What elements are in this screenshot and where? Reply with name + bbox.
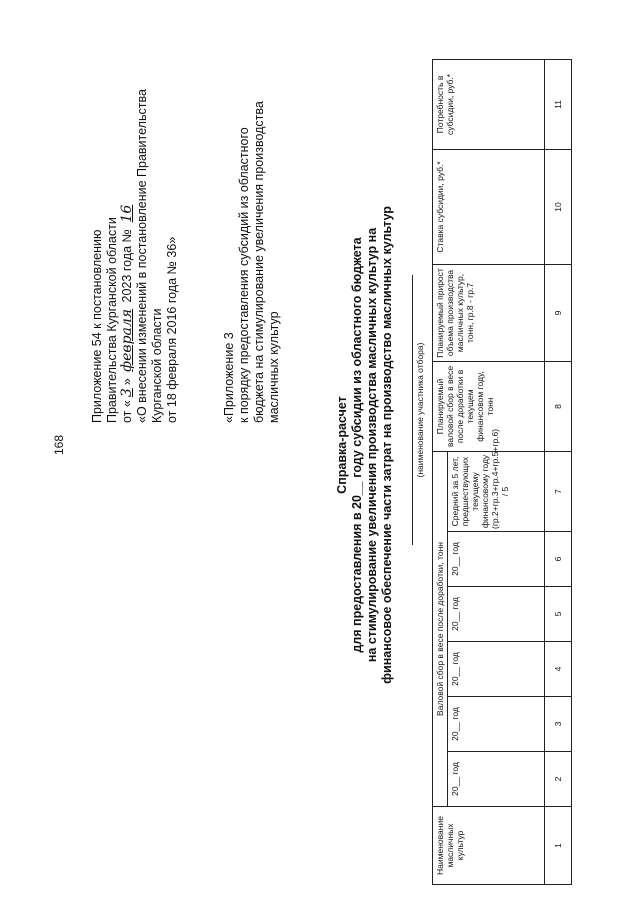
column-number: 2 [545,752,572,807]
approval-date-line [120,43,135,423]
header-year-3: 20__ год [448,642,545,697]
approval-line-4: «О внесении изменений в постановление Правительства [135,89,149,423]
header-year-4: 20__ год [448,587,545,642]
approval-line-1: Приложение 54 к постановлению [90,229,104,423]
handwritten-day: 3 [119,388,135,398]
appendix-line-3: бюджета на стимулирование увеличения производства [252,101,266,423]
appendix-line-4: масличных культур [267,311,281,423]
calculation-table [432,59,572,885]
appendix-line-2: к порядку предоставления субсидий из областного [237,127,251,423]
column-number: 10 [545,149,572,264]
appendix-block [222,43,282,423]
column-number: 5 [545,587,572,642]
page-number: 168 [52,434,66,456]
column-number: 9 [545,264,572,361]
participant-underline [412,275,413,545]
header-planned-gross-yield: Планируемый валовой сбор в весе после доработки в текущем финансовом году, тонн [433,361,545,451]
participant-caption: (наименование участника отбора) [415,342,425,478]
column-number: 1 [545,807,572,885]
header-gross-yield: Валовой сбор в весе после доработки, тонн [433,451,448,806]
header-row-1 [433,59,448,884]
handwritten-number: 16 [119,204,135,223]
handwritten-month: февраля [119,308,135,372]
column-number: 6 [545,532,572,587]
header-culture-name: Наименование масличных культур [433,807,545,885]
column-number: 7 [545,451,572,531]
column-number: 3 [545,697,572,752]
title-line-3: на стимулирование увеличения производства масличных культур на [365,227,379,663]
date-prefix: от « [120,400,134,423]
header-subsidy-need: Потребность в субсидии, руб.* [433,59,545,149]
header-planned-growth: Планируемый прирост объема производства масличных культур, тонн, гр.8 - гр.7 [433,264,545,361]
header-year-5: 20__ год [448,532,545,587]
title-line-2: для предоставления в 20__ году субсидии из областного бюджета [350,237,364,653]
appendix-line-1: «Приложение 3 [222,332,236,423]
approval-line-5: Курганской области [150,308,164,423]
approval-line-2: Правительства Курганской области [105,217,119,423]
participant-field [412,275,425,545]
approval-block [90,43,180,423]
header-year-1: 20__ год [448,752,545,807]
date-mid: » [120,378,134,386]
header-five-year-average: Средний за 5 лет, предшествующих текущему финансовому году (гр.2+гр.3+гр.4+гр.5+гр.6) / 5 [448,451,545,531]
column-number: 4 [545,642,572,697]
document-title [335,95,395,795]
header-year-2: 20__ год [448,697,545,752]
approval-line-6: от 18 февраля 2016 года № 36» [165,236,179,423]
header-subsidy-rate: Ставка субсидии, руб.* [433,149,545,264]
column-number-row [545,59,572,884]
title-line-1: Справка-расчет [335,396,349,494]
column-number: 8 [545,361,572,451]
date-suffix: 2023 года № [120,229,134,303]
title-line-4: финансовое обеспечение части затрат на производство масличных культур [380,206,394,684]
column-number: 11 [545,59,572,149]
